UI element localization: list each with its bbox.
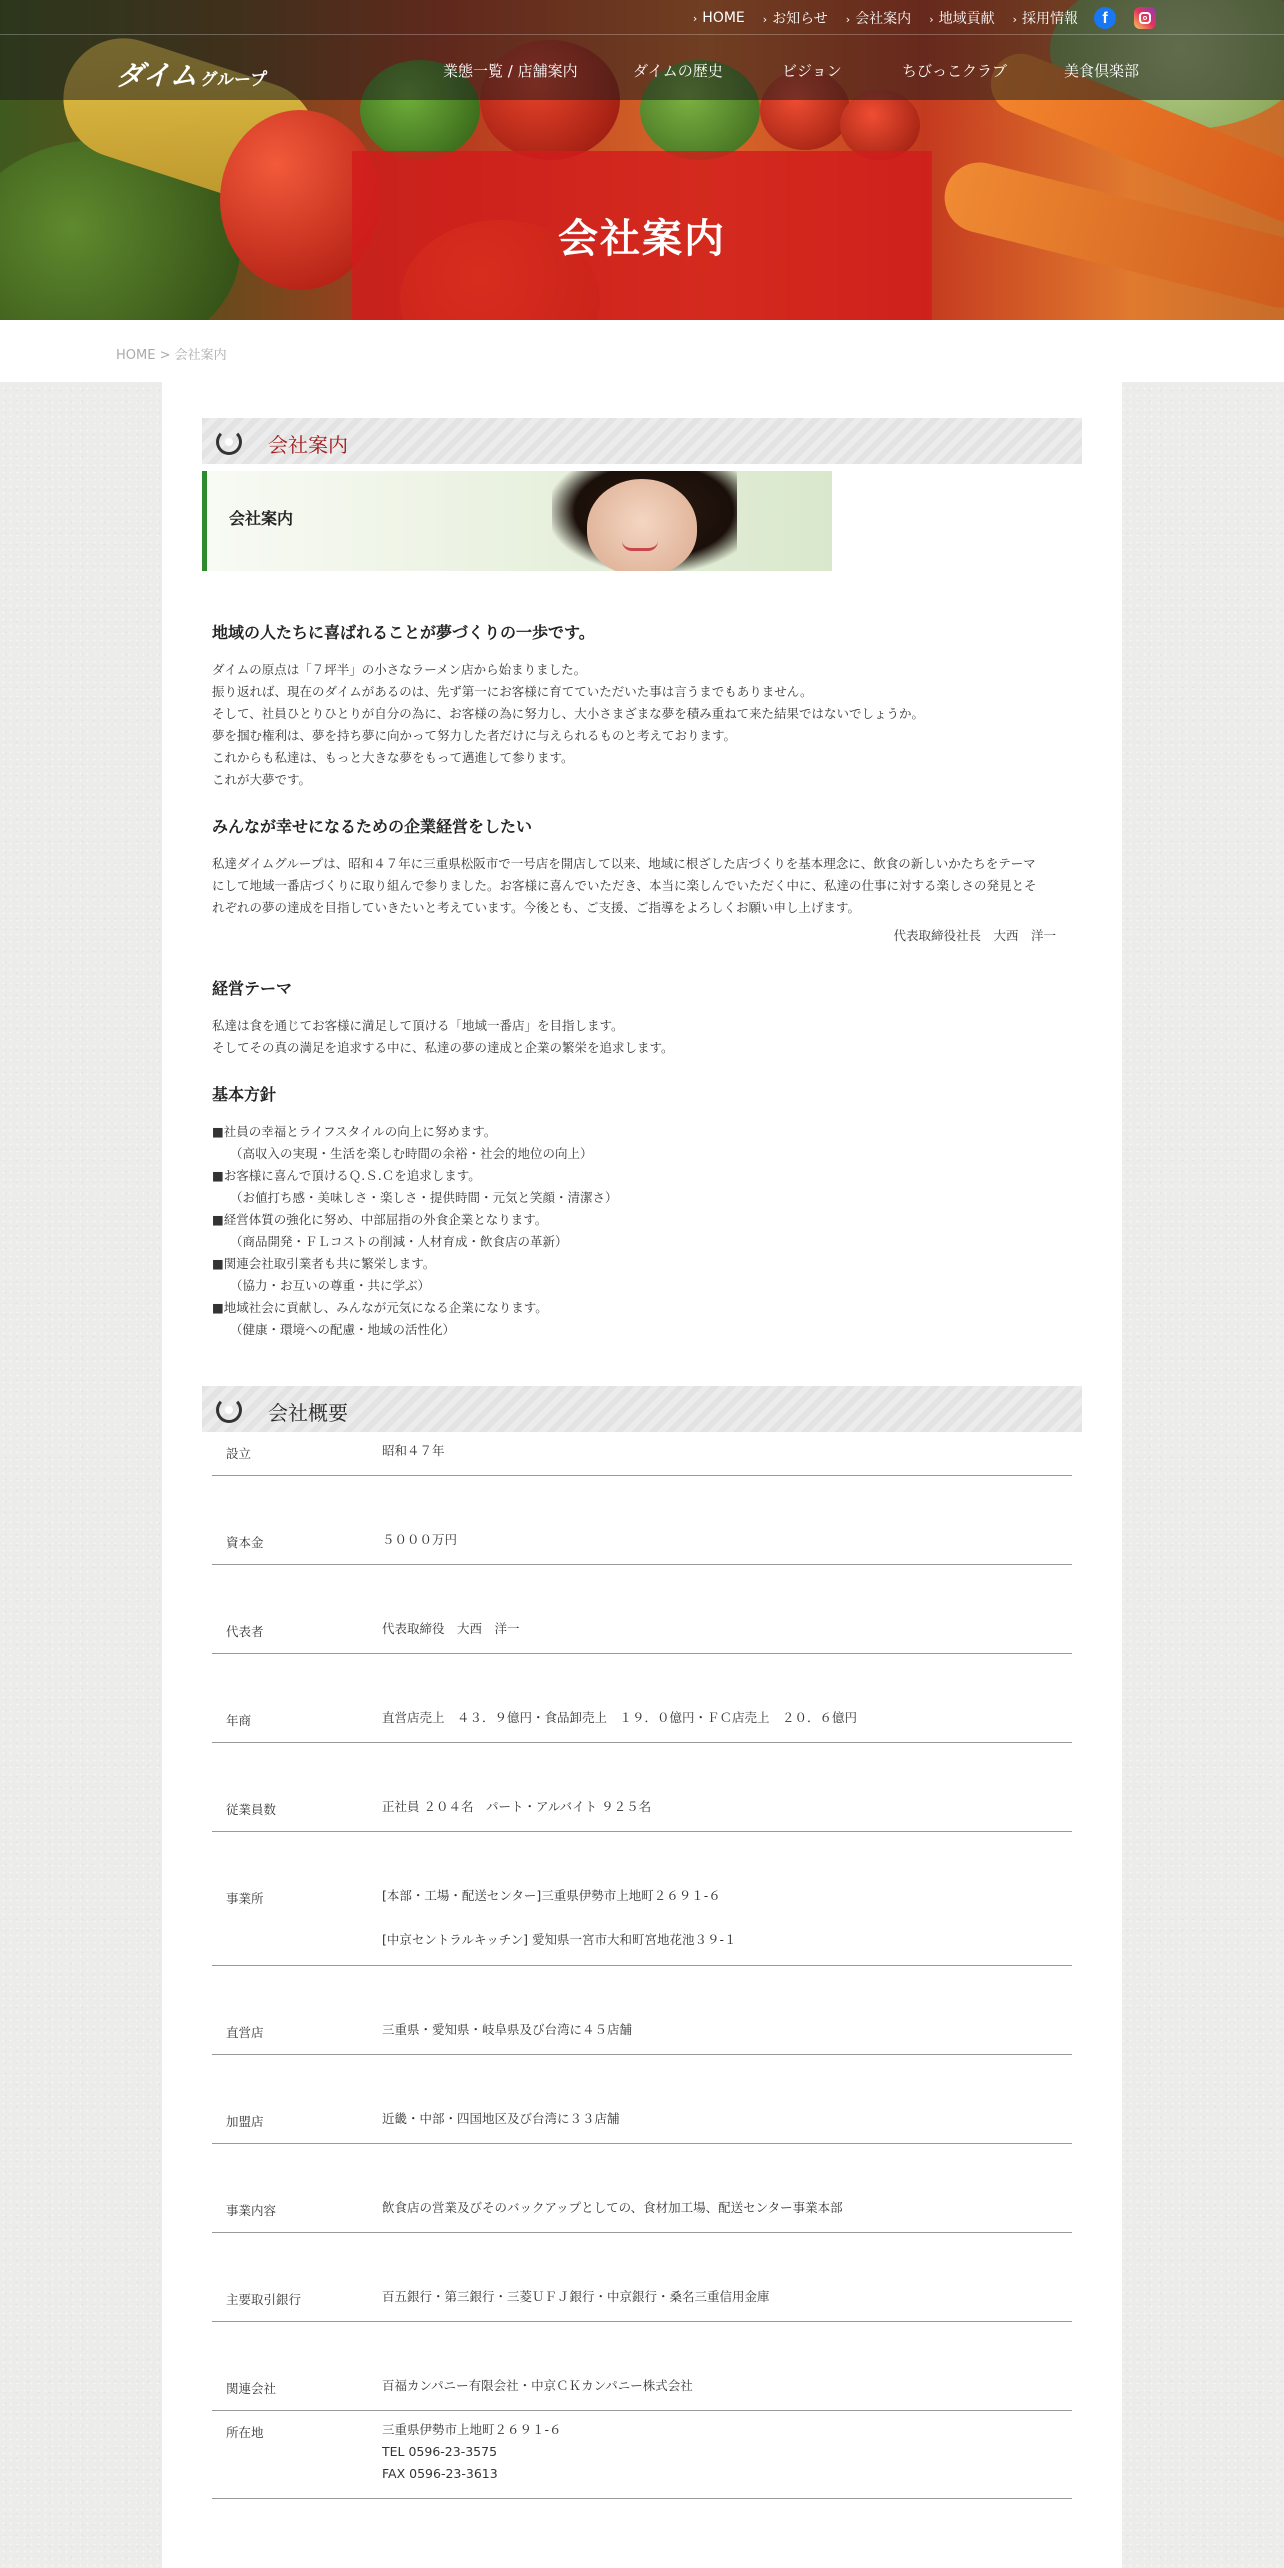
table-row xyxy=(212,2144,1072,2233)
policy-item: ■お客様に喜んで頂けるＱ.Ｓ.Ｃを追求します。 xyxy=(212,1168,481,1183)
nav-item-history[interactable]: ダイムの歴史 xyxy=(633,62,723,80)
row-key: 資本金 xyxy=(226,1535,264,1550)
article-line: そして、社員ひとりひとりが自分の為に、お客様の為に努力し、大小さまざまな夢を積み重ねて来た結果ではないでしょうか。 xyxy=(212,706,924,721)
article-title: みんなが幸せになるための企業経営をしたい xyxy=(212,817,533,836)
util-nav-label: 地域貢献 xyxy=(938,11,995,27)
article-line: れぞれの夢の達成を目指していきたいと考えています。今後とも、ご支援、ご指導をよろしくお願い申し上げます。 xyxy=(212,900,861,915)
page-title: 会社案内 xyxy=(558,216,726,262)
row-value: 三重県伊勢市上地町２６９１-６ xyxy=(382,2422,562,2437)
article-line: ダイムの原点は「７坪半」の小さなラーメン店から始まりました。 xyxy=(212,662,587,677)
article-line: にして地域一番店づくりに取り組んで参りました。お客様に喜んでいただき、本当に楽しんでいただく中に、私達の仕事に対する楽しさの発見とそ xyxy=(212,878,1037,893)
section-title: 会社案内 xyxy=(268,433,348,457)
row-value: 飲食店の営業及びそのバックアップとしての、食材加工場、配送センター事業本部 xyxy=(382,2200,843,2215)
util-nav-label: 採用情報 xyxy=(1022,11,1078,27)
table-row xyxy=(212,1476,1072,1565)
article-line: そしてその真の満足を追求する中に、私達の夢の達成と企業の繁栄を追求します。 xyxy=(212,1040,674,1055)
row-value: 三重県・愛知県・岐阜県及び台湾に４５店舗 xyxy=(382,2022,633,2037)
row-value: 正社員 ２０４名 パート・アルバイト ９２５名 xyxy=(382,1799,652,1814)
row-value: [中京セントラルキッチン] 愛知県一宮市大和町宮地花池３９-１ xyxy=(382,1932,737,1947)
row-value: [本部・工場・配送センター]三重県伊勢市上地町２６９１-６ xyxy=(382,1888,721,1903)
ring-logo-icon xyxy=(216,1397,242,1423)
row-value: 百福カンパニー有限会社・中京ＣＫカンパニー株式会社 xyxy=(382,2378,693,2393)
nav-item-gourmet-club[interactable]: 美食倶楽部 xyxy=(1064,62,1140,80)
banner-photo-smile xyxy=(622,541,658,551)
row-key: 所在地 xyxy=(226,2425,264,2440)
banner-photo-face xyxy=(587,479,697,571)
policy-item: ■地域社会に貢献し、みんなが元気になる企業になります。 xyxy=(212,1300,548,1315)
row-value: FAX 0596-23-3613 xyxy=(382,2466,498,2481)
util-nav-recruit[interactable] xyxy=(1013,8,1078,28)
signature: 代表取締役社長 大西 洋一 xyxy=(893,928,1056,943)
article-line: 夢を掴む権利は、夢を持ち夢に向かって努力した者だけに与えられるものと考えております。 xyxy=(212,728,737,743)
site-header xyxy=(0,0,1284,100)
article-line: これからも私達は、もっと大きな夢をもって邁進して参ります。 xyxy=(212,750,574,765)
row-value: 代表取締役 大西 洋一 xyxy=(382,1621,520,1636)
article-title: 地域の人たちに喜ばれることが夢づくりの一歩です。 xyxy=(212,623,595,642)
row-value: 近畿・中部・四国地区及び台湾に３３店舗 xyxy=(382,2111,620,2126)
chevron-right-icon: › xyxy=(929,13,934,26)
row-key: 加盟店 xyxy=(226,2114,264,2129)
nav-item-vision[interactable]: ビジョン xyxy=(782,62,842,80)
row-key: 代表者 xyxy=(226,1624,264,1639)
chevron-right-icon: › xyxy=(1012,13,1017,26)
row-key: 主要取引銀行 xyxy=(226,2292,302,2307)
table-row xyxy=(212,2055,1072,2144)
policy-title: 基本方針 xyxy=(212,1085,277,1104)
row-value: 百五銀行・第三銀行・三菱ＵＦＪ銀行・中京銀行・桑名三重信用金庫 xyxy=(382,2289,770,2304)
section-heading-company xyxy=(202,418,1082,464)
header-divider xyxy=(0,34,1284,35)
table-row xyxy=(212,1966,1072,2055)
chevron-right-icon: › xyxy=(762,13,768,26)
nav-item-shops[interactable]: 業態一覧 / 店舗案内 xyxy=(443,62,578,80)
row-value: ５０００万円 xyxy=(382,1532,458,1547)
nav-item-kids-club[interactable]: ちびっこクラブ xyxy=(902,62,1008,80)
row-value: TEL 0596-23-3575 xyxy=(382,2444,498,2459)
util-nav-company[interactable] xyxy=(846,8,911,28)
row-value: 直営店売上 ４３．９億円・食品卸売上 １９．０億円・ＦＣ店売上 ２０．６億円 xyxy=(382,1710,858,1725)
table-row xyxy=(212,1743,1072,1832)
policy-item-detail: （お値打ち感・美味しさ・楽しさ・提供時間・元気と笑顔・清潔さ） xyxy=(230,1190,618,1205)
row-value: 昭和４７年 xyxy=(382,1443,445,1458)
logo-sub-text: グループ xyxy=(200,70,268,90)
hero-vegetable-image xyxy=(840,90,920,160)
policy-item-detail: （協力・お互いの尊重・共に学ぶ） xyxy=(230,1278,431,1293)
policy-item: ■社員の幸福とライフスタイルの向上に努めます。 xyxy=(212,1124,497,1139)
article-line: これが大夢です。 xyxy=(212,772,312,787)
row-key: 事業内容 xyxy=(226,2203,277,2218)
chevron-right-icon: › xyxy=(692,12,698,25)
breadcrumb xyxy=(116,344,227,363)
table-row xyxy=(212,1832,1072,1966)
utility-nav xyxy=(693,8,1078,28)
row-key: 年商 xyxy=(226,1713,252,1728)
row-key: 事業所 xyxy=(226,1891,264,1906)
banner-label: 会社案内 xyxy=(229,509,294,528)
ring-logo-icon xyxy=(216,429,242,455)
article-line: 私達ダイムグループは、昭和４７年に三重県松阪市で一号店を開店して以来、地域に根ざした店づくりを基本理念に、飲食の新しいかたちをテーマ xyxy=(212,856,1036,871)
util-nav-label: 会社案内 xyxy=(855,11,912,27)
hero-banner xyxy=(0,0,1284,320)
site-logo[interactable] xyxy=(116,54,267,94)
row-key: 直営店 xyxy=(226,2025,264,2040)
article-line: 振り返れば、現在のダイムがあるのは、先ず第一にお客様に育てていただいた事は言うまでもありません。 xyxy=(212,684,813,699)
company-banner xyxy=(202,471,832,571)
instagram-icon[interactable] xyxy=(1134,7,1156,29)
article-block xyxy=(212,976,1082,1059)
breadcrumb-home[interactable]: HOME xyxy=(116,348,156,363)
article-block xyxy=(212,620,1082,791)
table-row xyxy=(212,2411,1072,2499)
policy-item-detail: （健康・環境への配慮・地域の活性化） xyxy=(230,1322,456,1337)
article-block xyxy=(212,814,1082,947)
policy-item: ■経営体質の強化に努め、中部屈指の外食企業となります。 xyxy=(212,1212,548,1227)
row-key: 設立 xyxy=(226,1446,252,1461)
policy-block xyxy=(212,1082,1082,1341)
util-nav-home[interactable] xyxy=(693,10,745,26)
table-row xyxy=(212,2233,1072,2322)
util-nav-news[interactable] xyxy=(763,8,828,28)
util-nav-community[interactable] xyxy=(929,8,994,28)
article-title: 経営テーマ xyxy=(212,979,293,998)
main-content xyxy=(162,382,1122,2568)
page-title-box xyxy=(352,151,932,320)
article-line: 私達は食を通じてお客様に満足して頂ける「地域一番店」を目指します。 xyxy=(212,1018,624,1033)
row-key: 関連会社 xyxy=(226,2381,277,2396)
breadcrumb-bar xyxy=(0,320,1284,382)
policy-item-detail: （高収入の実現・生活を楽しむ時間の余裕・社会的地位の向上） xyxy=(230,1146,593,1161)
section-title: 会社概要 xyxy=(268,1401,348,1425)
table-row xyxy=(212,1432,1072,1476)
breadcrumb-current: 会社案内 xyxy=(174,348,227,363)
section-heading-profile xyxy=(202,1386,1082,1432)
logo-main-text: ダイム xyxy=(116,59,197,92)
facebook-icon[interactable]: f xyxy=(1094,7,1116,29)
policy-item-detail: （商品開発・ＦＬコストの削減・人材育成・飲食店の革新） xyxy=(230,1234,568,1249)
company-profile-table xyxy=(212,1432,1072,2499)
util-nav-label: お知らせ xyxy=(772,11,828,27)
row-key: 従業員数 xyxy=(226,1802,277,1817)
util-nav-label: HOME xyxy=(702,10,745,26)
breadcrumb-separator: > xyxy=(159,348,171,363)
chevron-right-icon: › xyxy=(845,13,851,26)
table-row xyxy=(212,2322,1072,2411)
policy-item: ■関連会社取引業者も共に繁栄します。 xyxy=(212,1256,436,1271)
table-row xyxy=(212,1565,1072,1654)
table-row xyxy=(212,1654,1072,1743)
